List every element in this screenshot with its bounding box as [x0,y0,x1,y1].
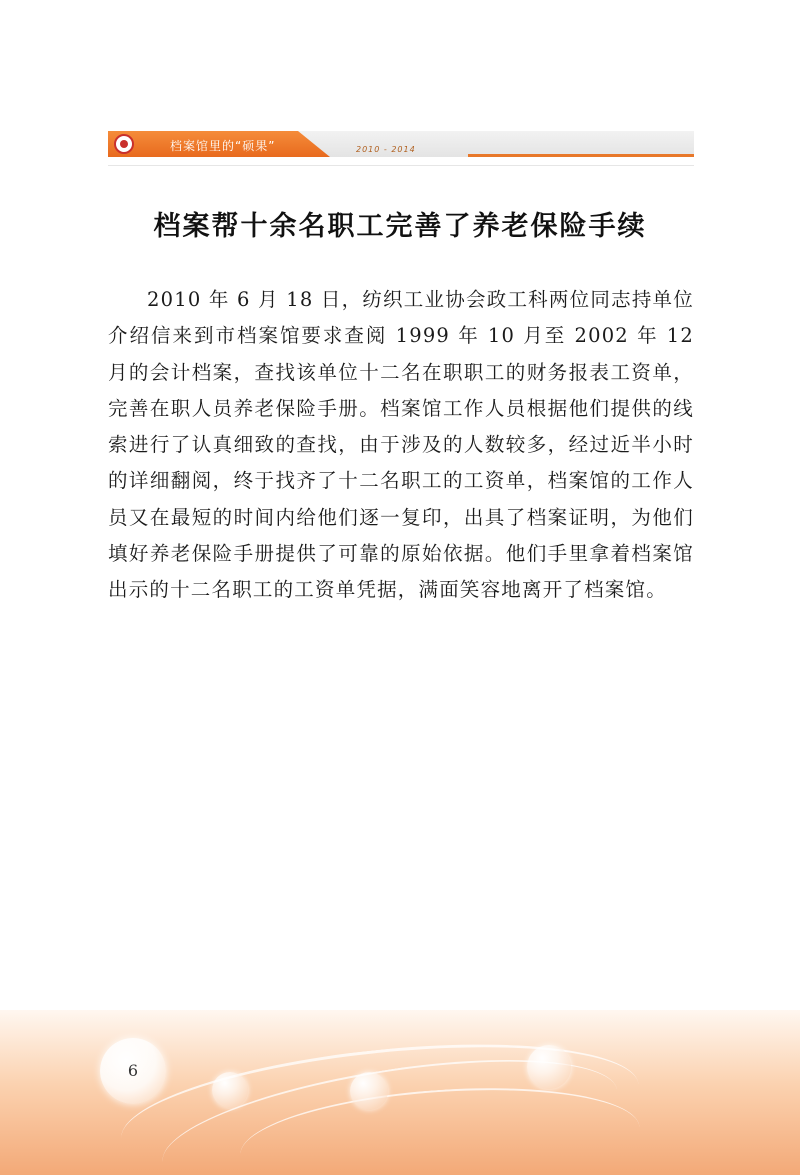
article-body: 2010 年 6 月 18 日，纺织工业协会政工科两位同志持单位介绍信来到市档案馆要求查阅 1999 年 10 月至 2002 年 12 月的会计档案，查找该单位十二名在职职工的财务报表工资单，完善在职人员养老保险手册。档案馆工作人员根据他们提供的线索进行了认真细致的查找，由于涉及的人数较多，经过近半小时的详细翻阅，终于找齐了十二名职工的工资单，档案馆的工作人员又在最短的时间内给他们逐一复印，出具了档案证明，为他们填好养老保险手册提供了可靠的原始依据。他们手里拿着档案馆出示的十二名职工的工资单凭据，满面笑容地离开了档案馆。 [108,288,694,602]
article-title: 档案帮十余名职工完善了养老保险手续 [153,211,647,242]
header-title: 档案馆里的“硕果” [170,139,276,153]
header-divider [108,165,694,166]
header-rule [468,154,694,157]
bubble-decoration [350,1072,388,1110]
header-years: 2010 - 2014 [356,145,416,154]
page-number: 6 [100,1038,166,1104]
running-header [108,125,694,171]
bubble-decoration [527,1045,571,1089]
bubble-decoration [212,1072,248,1108]
archive-seal-icon [114,134,134,154]
